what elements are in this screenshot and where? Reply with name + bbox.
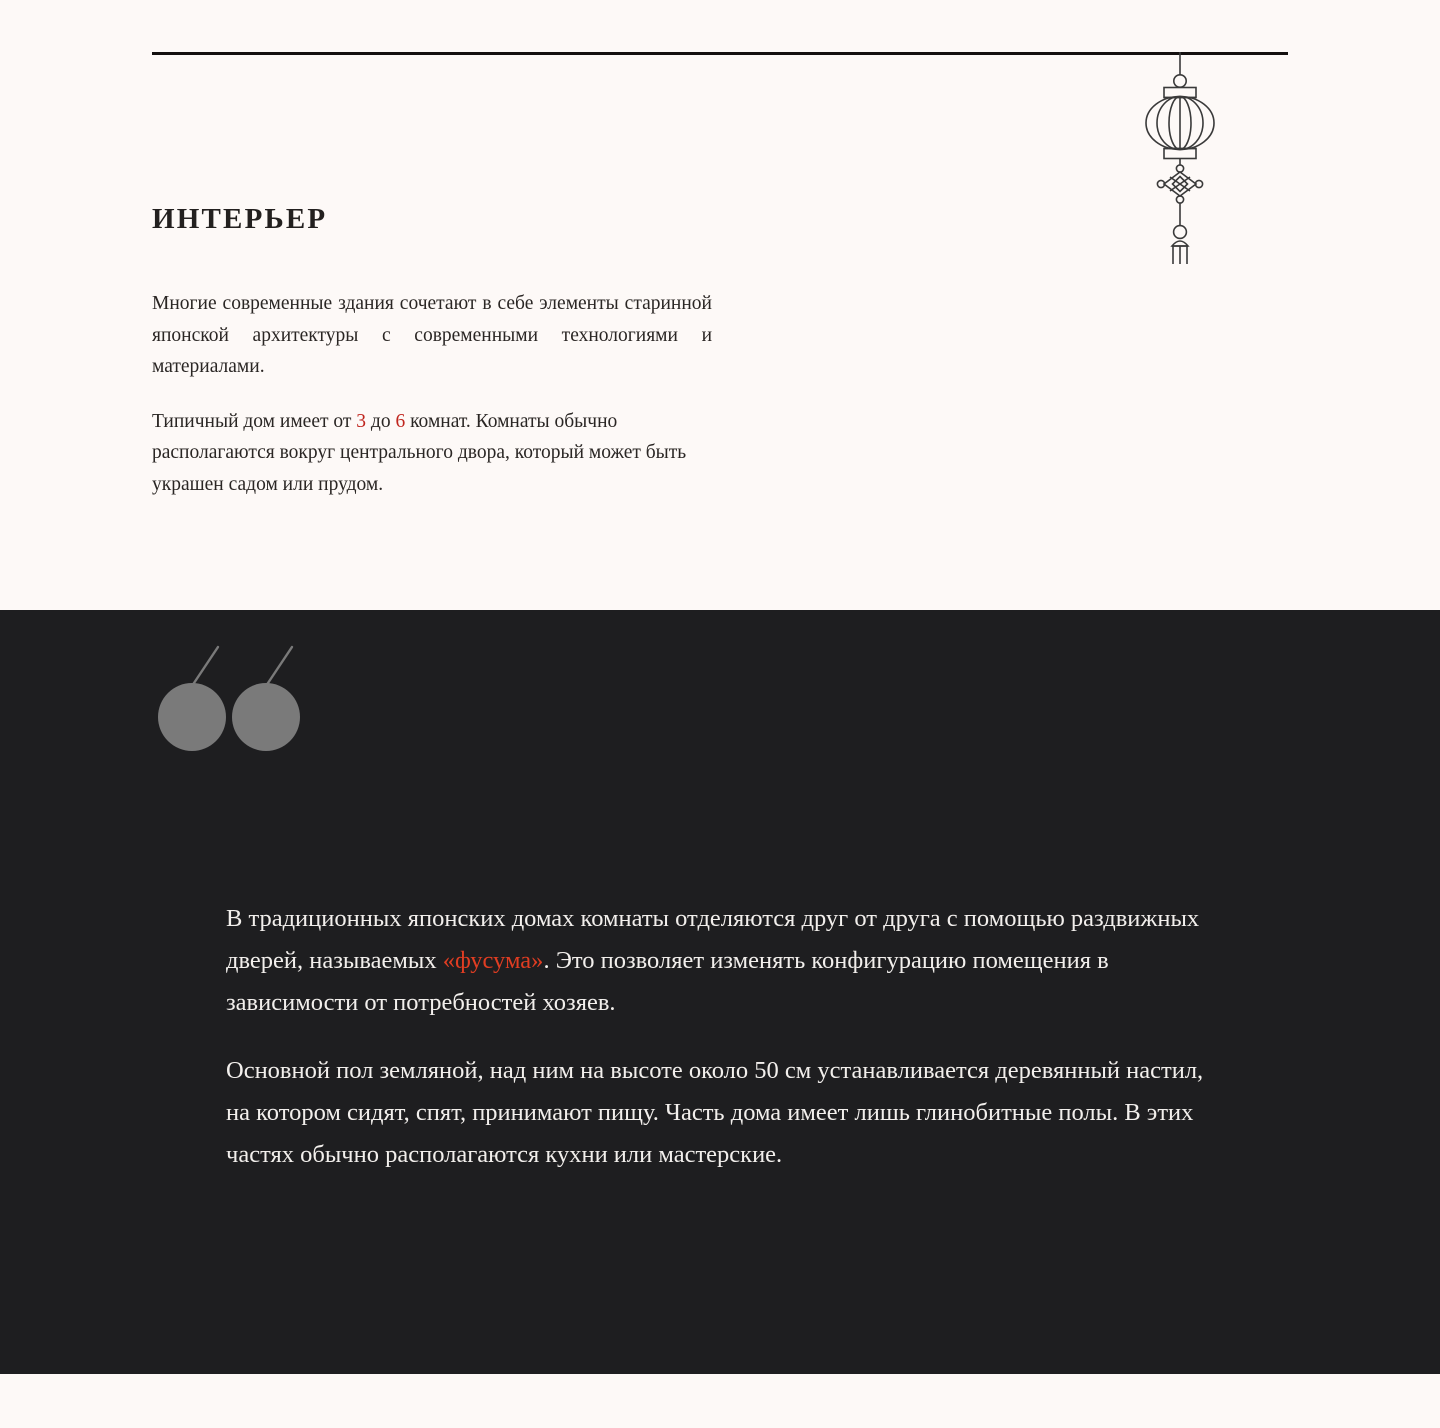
intro-text-block [152, 288, 712, 500]
fusuma-term: «фусума» [442, 947, 544, 974]
quote-mark-graphic [150, 640, 310, 760]
intro-paragraph-2 [152, 406, 712, 501]
intro-paragraph-2-part1: Типичный дом имеет от [152, 410, 357, 432]
lantern-icon-graphic [1120, 48, 1250, 273]
page-title: ИНТЕРЬЕР [152, 203, 328, 236]
lantern-icon [1120, 48, 1250, 273]
room-count-max: 6 [395, 410, 406, 432]
quote-text-block [226, 898, 1226, 1176]
page-bottom-strip [0, 1374, 1440, 1428]
quote-paragraph-2: Основной пол земляной, над ним на высоте около 50 см устанавливается деревянный настил, на котором сидят, спят, принимают пищу. Часть дома имеет лишь глинобитные полы. В этих частях обычно располагаются кухни или мастерские. [226, 1057, 1204, 1168]
header-divider-rule [152, 52, 1288, 55]
intro-paragraph-1: Многие современные здания сочетают в себе элементы старинной японской архитектуры с современными технологиями и материалами. [152, 293, 712, 377]
intro-paragraph-2-part3: комнат. Комнаты обычно располагаются вокруг центрального двора, который может быть украшен садом или прудом. [152, 410, 687, 495]
room-count-min: 3 [356, 410, 367, 432]
intro-paragraph-2-part2: до [366, 410, 396, 432]
quote-mark-icon [150, 640, 310, 760]
quote-paragraph-1 [226, 898, 1226, 1024]
quote-paragraph-1-part1: В традиционных японских домах комнаты отделяются друг от друга с помощью раздвижных дверей, называемых [226, 905, 1200, 974]
intro-section [0, 0, 1440, 610]
quote-paragraph-1-part2: . Это позволяет изменять конфигурацию помещения в зависимости от потребностей хозяев. [226, 947, 1109, 1016]
